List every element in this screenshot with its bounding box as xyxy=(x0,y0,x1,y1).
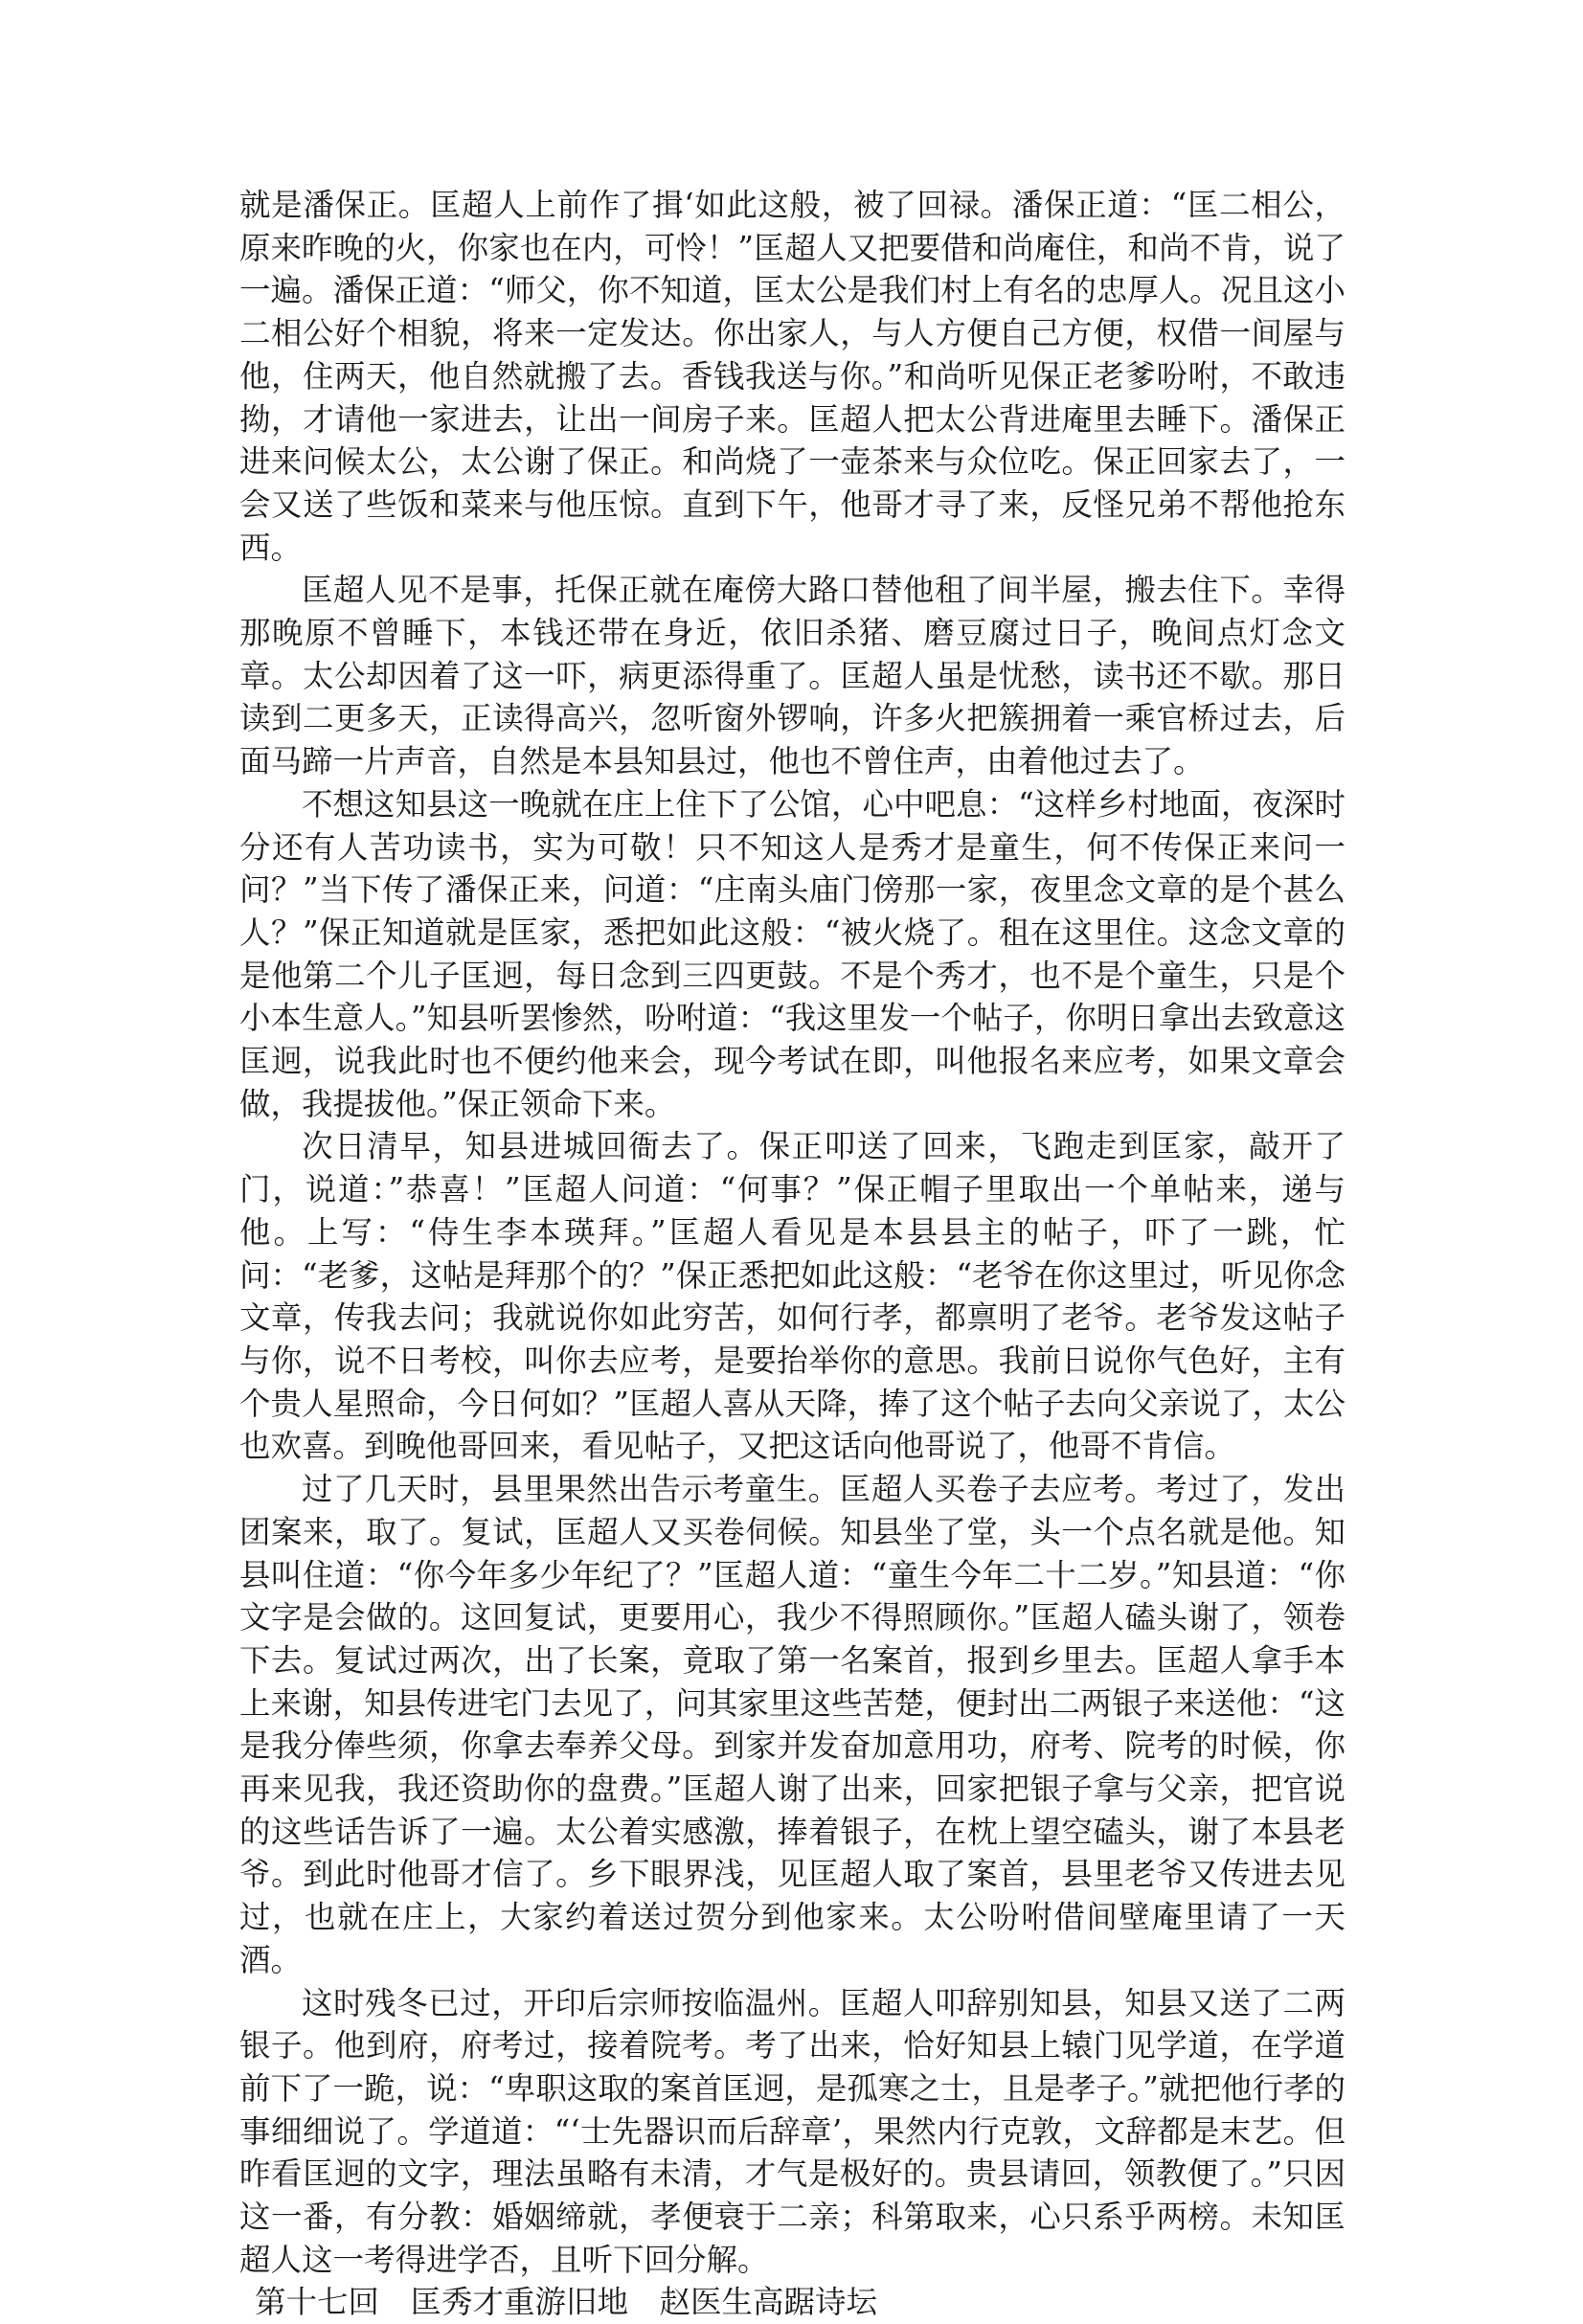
document-page xyxy=(239,184,1346,2324)
paragraph-3: 不想这知县这一晚就在庄上住下了公馆，心中吧息：“这样乡村地面，夜深时分还有人苦功读书，实为可敬！只不知这人是秀才是童生，何不传保正来问一问？”当下传了潘保正来，问道：“庄南头庙门傍那一家，夜里念文章的是个甚么人？”保正知道就是匡家，悉把如此这般：“被火烧了。租在这里住。这念文章的是他第二个儿子匡迥，每日念到三四更鼓。不是个秀才，也不是个童生，只是个小本生意人。”知县听罢惨然，吩咐道：“我这里发一个帖子，你明日拿出去致意这匡迥，说我此时也不便约他来会，现今考试在即，叫他报名来应考，如果文章会做，我提拔他。”保正领命下来。 xyxy=(239,785,1346,1122)
chapter-title: 第十七回 匡秀才重游旧地 赵医生高踞诗坛 xyxy=(255,2284,878,2321)
paragraph-6: 这时残冬已过，开印后宗师按临温州。匡超人叩辞别知县，知县又送了二两银子。他到府，府考过，接着院考。考了出来，恰好知县上辕门见学道，在学道前下了一跪，说：“卑职这取的案首匡迥，是孤寒之士，且是孝子。”就把他行孝的事细细说了。学道道：“‘士先器识而后辞章’，果然内行克敦，文辞都是末艺。但昨看匡迥的文字，理法虽略有未清，才气是极好的。贵县请回，领教便了。”只因这一番，有分教：婚姻缔就，孝便衰于二亲；科第取来，心只系乎两榜。未知匡超人这一考得进学否，且听下回分解。 xyxy=(239,1984,1346,2278)
paragraph-5: 过了几天时，县里果然出告示考童生。匡超人买卷子去应考。考过了，发出团案来，取了。复试，匡超人又买卷伺候。知县坐了堂，头一个点名就是他。知县叫住道：“你今年多少年纪了？”匡超人道：“童生今年二十二岁。”知县道：“你文字是会做的。这回复试，更要用心，我少不得照顾你。”匡超人磕头谢了，领卷下去。复试过两次，出了长案，竟取了第一名案首，报到乡里去。匡超人拿手本上来谢，知县传进宅门去见了，问其家里这些苦楚，便封出二两银子来送他：“这是我分俸些须，你拿去奉养父母。到家并发奋加意用功，府考、院考的时候，你再来见我，我还资助你的盘费。”匡超人谢了出来，回家把银子拿与父亲，把官说的这些话告诉了一遍。太公着实感激，捧着银子，在枕上望空磕头，谢了本县老爷。到此时他哥才信了。乡下眼界浅，见匡超人取了案首，县里老爷又传进去见过，也就在庄上，大家约着送过贺分到他家来。太公吩咐借间壁庵里请了一天酒。 xyxy=(239,1471,1346,1978)
paragraph-2: 匡超人见不是事，托保正就在庵傍大路口替他租了间半屋，搬去住下。幸得那晚原不曾睡下，本钱还带在身近，依旧杀猪、磨豆腐过日子，晚间点灯念文章。太公却因着了这一吓，病更添得重了。匡超人虽是忧愁，读书还不歇。那日读到二更多天，正读得高兴，忽听窗外锣响，许多火把簇拥着一乘官桥过去，后面马蹄一片声音，自然是本县知县过，他也不曾住声，由着他过去了。 xyxy=(239,572,1346,780)
paragraph-4: 次日清早，知县进城回衙去了。保正叩送了回来，飞跑走到匡家，敲开了门，说道：”恭喜！”匡超人问道：“何事？”保正帽子里取出一个单帖来，递与他。上写：“侍生李本瑛拜。”匡超人看见是本县县主的帖子，吓了一跳，忙问：“老爹，这帖是拜那个的？”保正悉把如此这般：“老爷在你这里过，听见你念文章，传我去问；我就说你如此穷苦，如何行孝，都禀明了老爷。老爷发这帖子与你，说不日考校，叫你去应考，是要抬举你的意思。我前日说你气色好，主有个贵人星照命，今日何如？”匡超人喜从天降，捧了这个帖子去向父亲说了，太公也欢喜。到晚他哥回来，看见帖子，又把这话向他哥说了，他哥不肯信。 xyxy=(239,1128,1346,1465)
paragraph-1: 就是潘保正。匡超人上前作了揖‘如此这般，被了回禄。潘保正道：“匡二相公，原来昨晚的火，你家也在内，可怜！”匡超人又把要借和尚庵住，和尚不肯，说了一遍。潘保正道：“师父，你不知道，匡太公是我们村上有名的忠厚人。况且这小二相公好个相貌，将来一定发达。你出家人，与人方便自己方便，权借一间屋与他，住两天，他自然就搬了去。香钱我送与你。”和尚听见保正老爹吩咐，不敢违拗，才请他一家进去，让出一间房子来。匡超人把太公背进庵里去睡下。潘保正进来问候太公，太公谢了保正。和尚烧了一壶茶来与众位吃。保正回家去了，一会又送了些饭和菜来与他压惊。直到下午，他哥才寻了来，反怪兄弟不帮他抢东西。 xyxy=(239,187,1346,566)
